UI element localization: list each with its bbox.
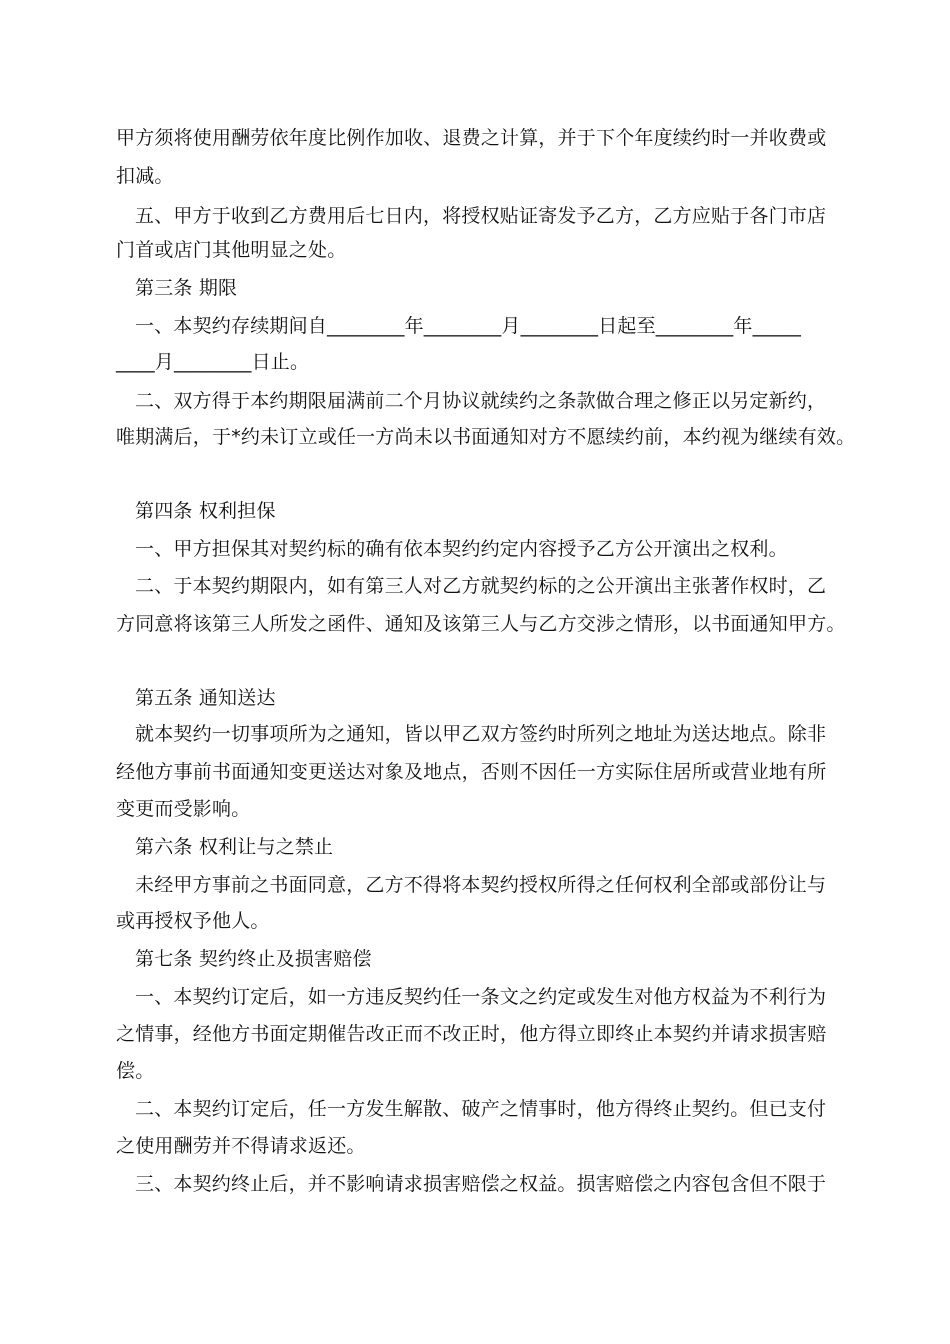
text-line: 之使用酬劳并不得请求返还。	[116, 1135, 366, 1157]
text-line: 方同意将该第三人所发之函件、通知及该第三人与乙方交涉之情形，以书面通知甲方。	[116, 613, 846, 635]
text-line: 未经甲方事前之书面同意，乙方不得将本契约授权所得之任何权利全部或部份让与	[135, 874, 827, 896]
text-line: 扣减。	[116, 165, 174, 187]
text-line: 就本契约一切事项所为之通知，皆以甲乙双方签约时所列之地址为送达地点。除非	[135, 723, 827, 745]
text-line: 甲方须将使用酬劳依年度比例作加收、退费之计算，并于下个年度续约时一并收费或	[116, 127, 827, 149]
text-line: 之情事，经他方书面定期催告改正而不改正时，他方得立即终止本契约并请求损害赔	[116, 1023, 827, 1045]
text-line: 三、本契约终止后，并不影响请求损害赔偿之权益。损害赔偿之内容包含但不限于	[135, 1173, 827, 1195]
text-line: 二、本契约订定后，任一方发生解散、破产之情事时，他方得终止契约。但已支付	[135, 1098, 827, 1120]
text-line: ____月________日止。	[116, 351, 310, 373]
text-line: 唯期满后，于*约未订立或任一方尚未以书面通知对方不愿续约前，本约视为继续有效。	[116, 426, 856, 448]
text-line: 门首或店门其他明显之处。	[116, 239, 347, 261]
section-heading: 第六条 权利让与之禁止	[135, 836, 334, 858]
section-heading: 第四条 权利担保	[135, 500, 276, 522]
text-line: 二、于本契约期限内，如有第三人对乙方就契约标的之公开演出主张著作权时，乙	[135, 575, 827, 597]
text-line: 经他方事前书面通知变更送达对象及地点，否则不因任一方实际住居所或营业地有所	[116, 761, 827, 783]
text-line: 五、甲方于收到乙方费用后七日内，将授权贴证寄发予乙方，乙方应贴于各门市店	[135, 205, 827, 227]
text-line: 变更而受影响。	[116, 798, 251, 820]
section-heading: 第七条 契约终止及损害赔偿	[135, 948, 372, 970]
text-line: 一、本契约存续期间自________年________月________日起至________年_____	[135, 315, 802, 337]
section-heading: 第三条 期限	[135, 277, 238, 299]
section-heading: 第五条 通知送达	[135, 687, 276, 709]
text-line: 一、甲方担保其对契约标的确有依本契约约定内容授予乙方公开演出之权利。	[135, 538, 788, 560]
text-line: 或再授权予他人。	[116, 910, 270, 932]
text-line: 一、本契约订定后，如一方违反契约任一条文之约定或发生对他方权益为不利行为	[135, 986, 827, 1008]
text-line: 偿。	[116, 1060, 155, 1082]
text-line: 二、双方得于本约期限届满前二个月协议就续约之条款做合理之修正以另定新约，	[135, 390, 827, 412]
